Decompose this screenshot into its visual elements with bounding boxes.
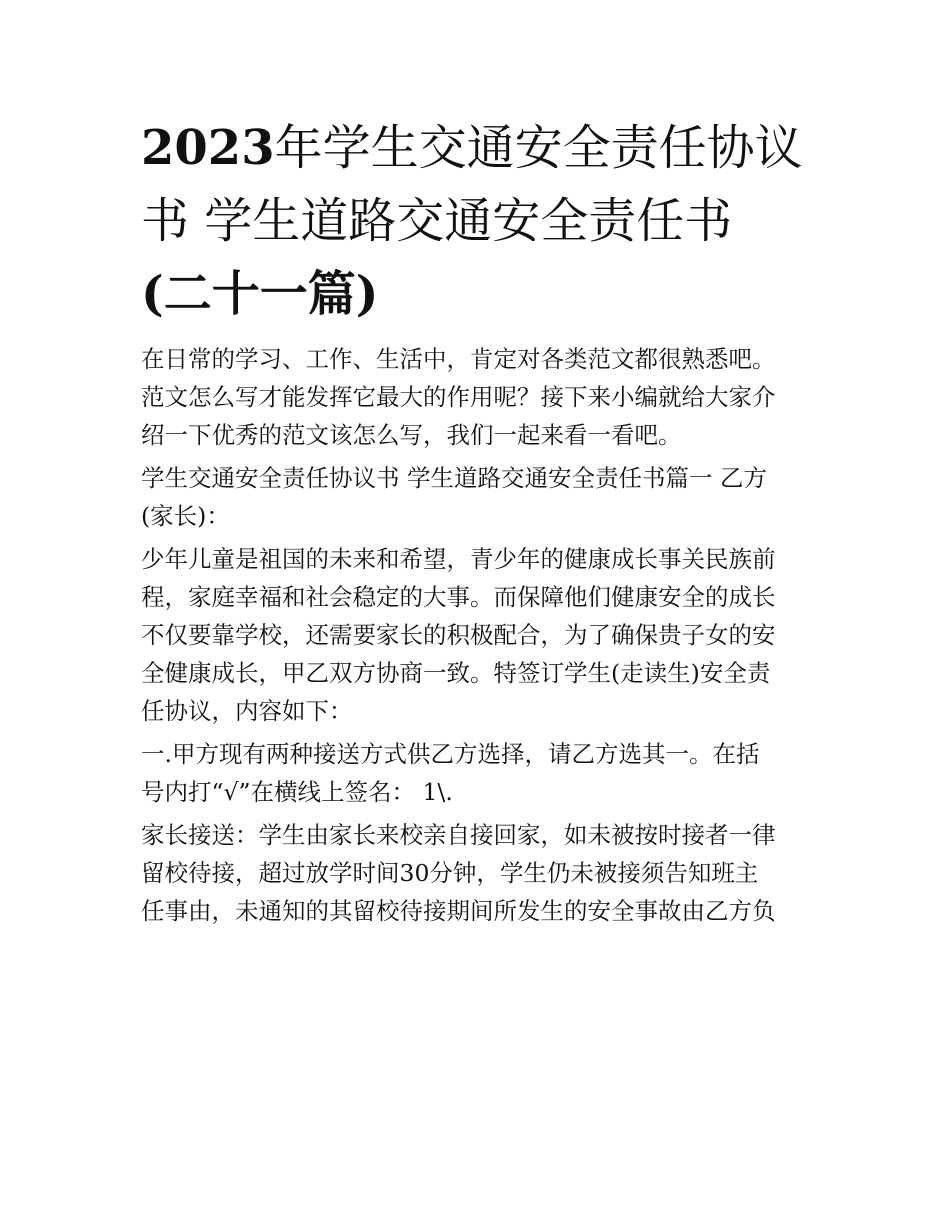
title-text: 年学生交通安全责任协议 [274,120,803,176]
paragraph-line: (家长)： [141,502,230,530]
paragraph-line: 留校待接，超过放学时间30分钟，学生仍未被接须告知班主 [141,859,759,887]
title-line-2 [141,185,813,258]
title-line-1 [141,112,813,185]
paragraph-line: 程，家庭幸福和社会稳定的大事。而保障他们健康安全的成长 [141,583,776,611]
paragraph-line: 全健康成长，甲乙双方协商一致。特签订学生(走读生)安全责 [141,659,771,687]
paragraph-parent-pickup [141,816,813,930]
paragraph-line: 范文怎么写才能发挥它最大的作用呢？接下来小编就给大家介 [141,383,776,411]
paragraph-line: 任协议，内容如下： [141,697,353,725]
paragraph-line: 号内打“√”在横线上签名： 1\. [141,778,453,806]
paragraph-clause-1 [141,735,813,811]
paragraph-preamble [141,540,813,730]
paragraph-line: 家长接送：学生由家长来校亲自接回家，如未被按时接者一律 [141,821,776,849]
title-line-3 [141,258,813,331]
paragraph-line: 少年儿童是祖国的未来和希望，青少年的健康成长事关民族前 [141,545,776,573]
document-page [141,112,813,935]
paragraph-line: 一.甲方现有两种接送方式供乙方选择，请乙方选其一。在括 [141,740,760,768]
paragraph-line: 绍一下优秀的范文该怎么写，我们一起来看一看吧。 [141,421,682,449]
paragraph-line: 学生交通安全责任协议书 学生道路交通安全责任书篇一 乙方 [141,464,767,492]
title-year: 2023 [141,120,275,176]
paragraph-line: 在日常的学习、工作、生活中，肯定对各类范文都很熟悉吧。 [141,345,776,373]
title-text-bold: (二十一篇) [141,266,379,322]
title-text: 书 学生道路交通安全责任书 [141,193,733,249]
document-title [141,112,813,331]
paragraph-line: 任事由，未通知的其留校待接期间所发生的安全事故由乙方负 [141,897,776,925]
paragraph-line: 不仅要靠学校，还需要家长的积极配合，为了确保贵子女的安 [141,621,776,649]
paragraph-section-heading [141,459,813,535]
paragraph-intro [141,340,813,454]
